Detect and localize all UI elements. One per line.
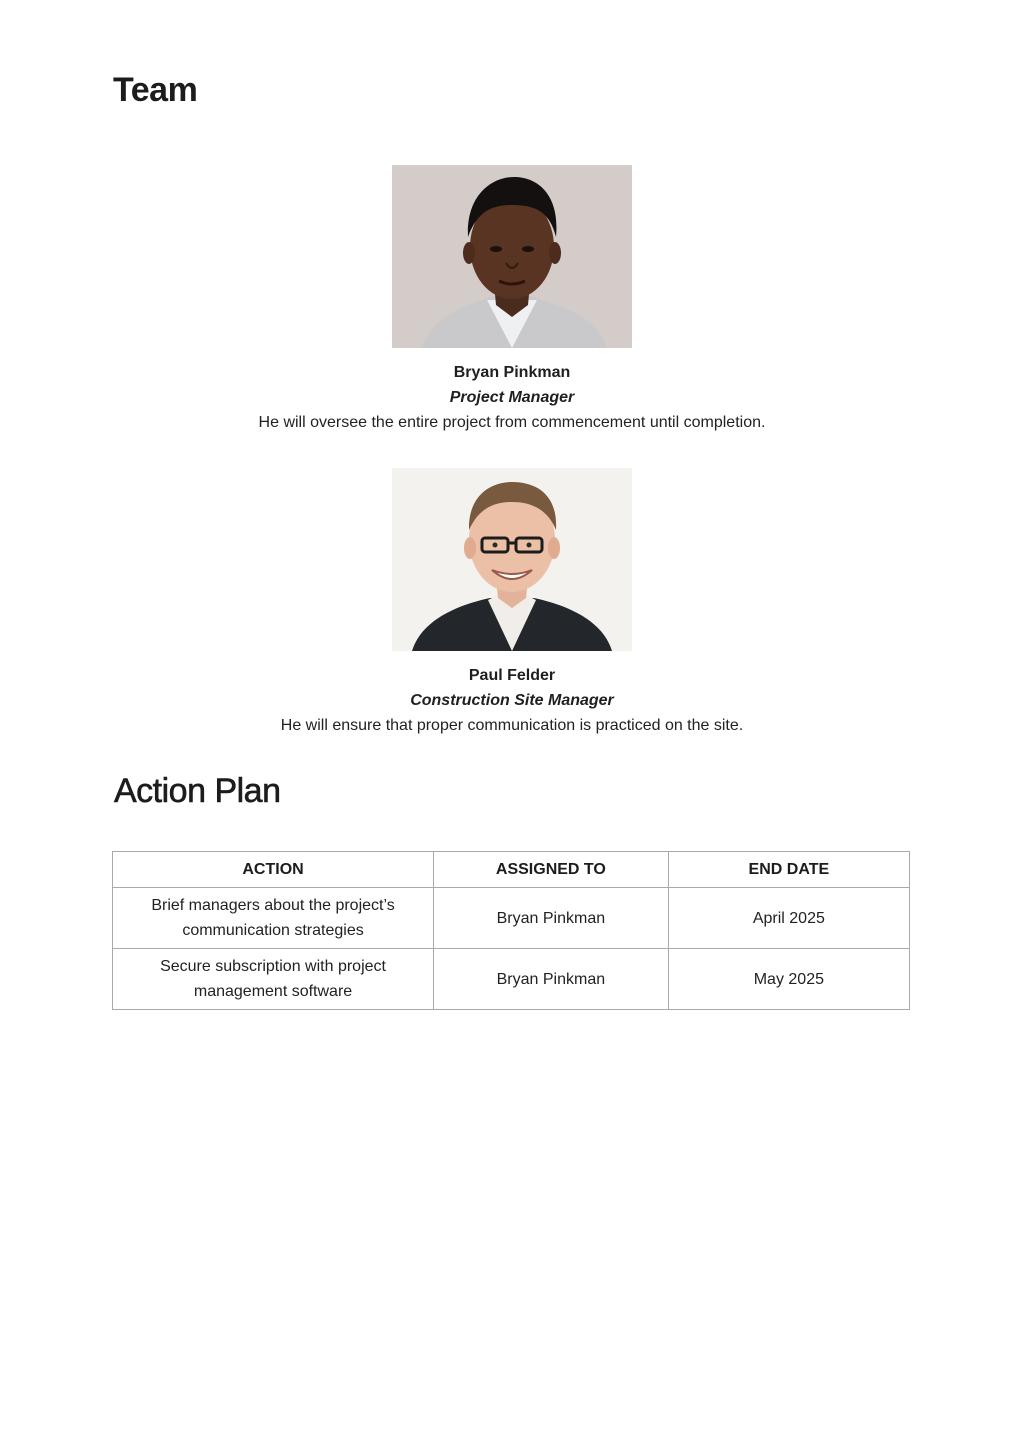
- end-date-cell: April 2025: [668, 888, 909, 949]
- action-cell: Secure subscription with project management software: [113, 949, 434, 1010]
- member-description: He will ensure that proper communication is practiced on the site.: [280, 717, 744, 734]
- action-plan-table: [112, 851, 910, 1010]
- action-cell: Brief managers about the project’s communication strategies: [113, 888, 434, 949]
- team-member-card: [112, 165, 912, 435]
- table-row: [113, 949, 910, 1010]
- column-header-assigned-to: ASSIGNED TO: [434, 852, 669, 888]
- member-name: Bryan Pinkman: [453, 364, 571, 381]
- assigned-to-cell: Bryan Pinkman: [434, 949, 669, 1010]
- column-header-end-date: END DATE: [668, 852, 909, 888]
- member-name: Paul Felder: [468, 667, 556, 684]
- table-header-row: [113, 852, 910, 888]
- action-plan-heading: Action Plan: [114, 772, 281, 810]
- portrait-photo: [392, 468, 632, 651]
- assigned-to-cell: Bryan Pinkman: [434, 888, 669, 949]
- member-role: Project Manager: [449, 389, 575, 406]
- portrait-photo: [392, 165, 632, 348]
- end-date-cell: May 2025: [668, 949, 909, 1010]
- team-heading: Team: [113, 71, 198, 109]
- member-description: He will oversee the entire project from commencement until completion.: [258, 414, 766, 431]
- member-role: Construction Site Manager: [410, 692, 614, 709]
- column-header-action: ACTION: [113, 852, 434, 888]
- table-row: [113, 888, 910, 949]
- team-member-card: [112, 468, 912, 738]
